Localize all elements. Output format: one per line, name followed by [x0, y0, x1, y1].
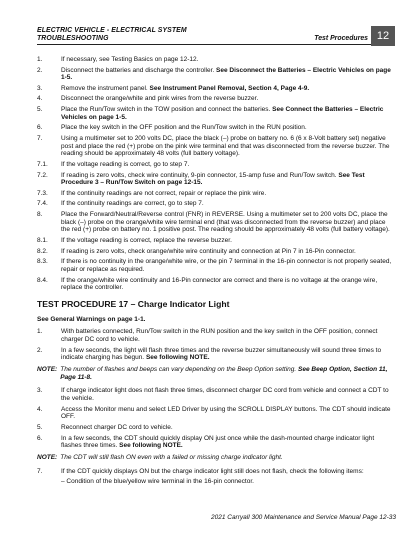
- step-text: Place the Forward/Neutral/Reverse control (FNR) in REVERSE. Using a multimeter set to 200 volts DC, place the black (–) probe on the orange/white wire terminal end (that was disconnected from the reverse buzzer) and place the red (+) probe on battery no. 1 positive post. The reading should be approximately 48 volts (full battery voltage).: [61, 211, 390, 234]
- header-divider: [37, 44, 371, 45]
- step-number: 1.: [37, 56, 43, 63]
- note-reference: See Beep Option, Section 11, Page 11-8.: [60, 366, 388, 381]
- procedure-steps: [37, 56, 393, 292]
- step-text: Access the Monitor menu and select LED Driver by using the SCROLL DISPLAY buttons. The CDT should indicate OFF.: [61, 405, 391, 421]
- step-text: If the continuity readings are not correct, repair or replace the pink wire.: [61, 189, 267, 197]
- step-item: [37, 277, 393, 292]
- step-item: [37, 190, 393, 198]
- step-number: 8.: [37, 211, 43, 219]
- step-number: 8.3.: [37, 258, 48, 266]
- step-item: [37, 200, 393, 208]
- step-item: [37, 347, 393, 362]
- header-title-line2: TROUBLESHOOTING: [37, 34, 109, 42]
- step-number: 8.2.: [37, 247, 48, 255]
- step-reference: See following NOTE.: [119, 442, 183, 450]
- step-item: [37, 106, 393, 121]
- step-reference: See Connect the Batteries – Electric Vehicles on page 1-5.: [61, 106, 384, 121]
- step-number: 2.: [37, 346, 43, 354]
- step-number: 7.: [37, 134, 43, 142]
- step-text: If the CDT quickly displays ON but the charge indicator light still does not flash, check the following items:: [61, 467, 364, 475]
- step-reference: See following NOTE.: [145, 354, 210, 362]
- page-body: [37, 56, 393, 486]
- step-text: Remove the instrument panel.: [61, 84, 150, 92]
- note-label: NOTE:: [37, 366, 58, 374]
- step-text: If necessary, see Testing Basics on page 12-12.: [61, 56, 199, 63]
- step-text: Place the key switch in the OFF position and the Run/Tow switch in the RUN position.: [61, 124, 307, 132]
- step-number: 6.: [37, 434, 43, 442]
- step-item: [37, 85, 393, 93]
- checklist-item: – Condition of the blue/yellow wire terminal in the 16-pin connector.: [61, 478, 254, 486]
- step-reference: See Disconnect the Batteries – Electric Vehicles on page 1-5.: [61, 66, 391, 82]
- step-item: [37, 258, 393, 273]
- step-reference: See Test Procedure 3 – Run/Tow Switch on page 12-15.: [61, 171, 365, 187]
- step-text: Disconnect the batteries and discharge the controller.: [61, 66, 217, 74]
- section-title: TEST PROCEDURE 17 – Charge Indicator Light: [37, 298, 230, 309]
- header-section-label: Test Procedures: [314, 35, 368, 42]
- step-item: [37, 387, 393, 402]
- step-number: 7.4.: [37, 200, 48, 208]
- step-text: Reconnect charger DC cord to vehicle.: [61, 424, 173, 432]
- procedure-17-steps-continued: [37, 387, 393, 450]
- procedure-17-steps: [37, 328, 393, 362]
- step-item: [37, 248, 393, 256]
- step-number: 7.2.: [37, 171, 48, 179]
- step-reference: See Instrument Panel Removal, Section 4, Page 4-9.: [149, 84, 310, 92]
- header-title-line1: ELECTRIC VEHICLE - ELECTRICAL SYSTEM: [37, 27, 187, 34]
- step-number: 4.: [37, 95, 43, 103]
- step-item: [37, 328, 393, 343]
- step-item: [37, 406, 393, 421]
- step-item: [37, 172, 393, 187]
- step-number: 1.: [37, 328, 43, 336]
- step-text: If the voltage reading is correct, go to step 7.: [61, 160, 190, 168]
- step-number: 7.: [37, 467, 43, 475]
- page-footer: 2021 Carryall 300 Maintenance and Service Manual Page 12-33: [210, 514, 396, 521]
- step-item: [37, 424, 393, 432]
- step-text: In a few seconds, the light will flash three times and the reverse buzzer simultaneously will sound three times to indicate charging has begun.: [61, 346, 382, 362]
- step-item: [37, 95, 393, 103]
- note-beep-option: [37, 366, 393, 381]
- step-number: 3.: [37, 387, 43, 395]
- step-text: Using a multimeter set to 200 volts DC, place the black (–) probe on battery no. 6 (6 x 8-Volt battery set) negative post and place the red (+) probe on the pink wire terminal end that was disconnected from the reverse buzzer. The reading should be approximately 48 volts (full battery voltage).: [61, 134, 390, 158]
- step-text: If the continuity readings are correct, go to step 7.: [61, 200, 204, 208]
- step-number: 8.1.: [37, 237, 48, 245]
- step-text: Place the Run/Tow switch in the TOW position and connect the batteries.: [61, 106, 273, 114]
- step-item: [37, 124, 393, 132]
- step-item: [37, 67, 393, 82]
- note-text: The number of flashes and beeps can vary depending on the Beep Option setting.: [60, 366, 299, 374]
- step-item: [37, 161, 393, 169]
- step-item: [37, 435, 393, 450]
- note-cdt: [37, 454, 393, 462]
- doc-header: [37, 27, 187, 42]
- step-text: If the voltage reading is correct, replace the reverse buzzer.: [61, 237, 232, 245]
- step-number: 7.3.: [37, 189, 48, 197]
- step-number: 8.4.: [37, 276, 48, 284]
- procedure-17-final-steps: [37, 468, 393, 476]
- step-item: [37, 56, 393, 64]
- step-number: 6.: [37, 124, 43, 132]
- step-number: 2.: [37, 66, 43, 74]
- step-text: In a few seconds, the CDT should quickly display ON just once while the dash-mounted charge indicator light flashes three times.: [61, 434, 375, 450]
- step-number: 3.: [37, 84, 43, 92]
- note-label: NOTE:: [37, 454, 58, 462]
- step-number: 4.: [37, 405, 43, 413]
- step-text: If the orange/white wire continuity and 16-Pin connector are correct and there is no voltage at the orange wire, replace the controller.: [61, 276, 378, 292]
- chapter-tab: 12: [371, 26, 395, 46]
- step-text: If reading is zero volts, check wire continuity, 9-pin connector, 15-amp fuse and Run/Tow switch.: [61, 171, 339, 179]
- step-text: Disconnect the orange/white and pink wires from the reverse buzzer.: [61, 95, 259, 103]
- step-number: 5.: [37, 106, 43, 114]
- step-item: [37, 135, 393, 158]
- step-item: [37, 211, 393, 234]
- step-text: If there is no continuity in the orange/white wire, or the pin 7 terminal in the 16-pin connector is not properly seated, repair or replace as required.: [61, 258, 392, 273]
- step-text: If reading is zero volts, check orange/white wire continuity and connection at Pin 7 in 16-Pin connector.: [61, 247, 356, 255]
- step-number: 7.1.: [37, 160, 48, 168]
- step-item: [37, 468, 393, 476]
- note-text: The CDT will still flash ON even with a failed or missing charge indicator light.: [60, 454, 283, 462]
- step-item: [37, 237, 393, 245]
- step-number: 5.: [37, 424, 43, 432]
- section-subtitle: See General Warnings on page 1-1.: [37, 315, 146, 323]
- step-text: If charge indicator light does not flash three times, disconnect charger DC cord from vehicle and connect a CDT to the vehicle.: [61, 387, 389, 403]
- step-text: With batteries connected, Run/Tow switch in the RUN position and the key switch in the OFF position, connect charger DC cord to vehicle.: [61, 328, 378, 344]
